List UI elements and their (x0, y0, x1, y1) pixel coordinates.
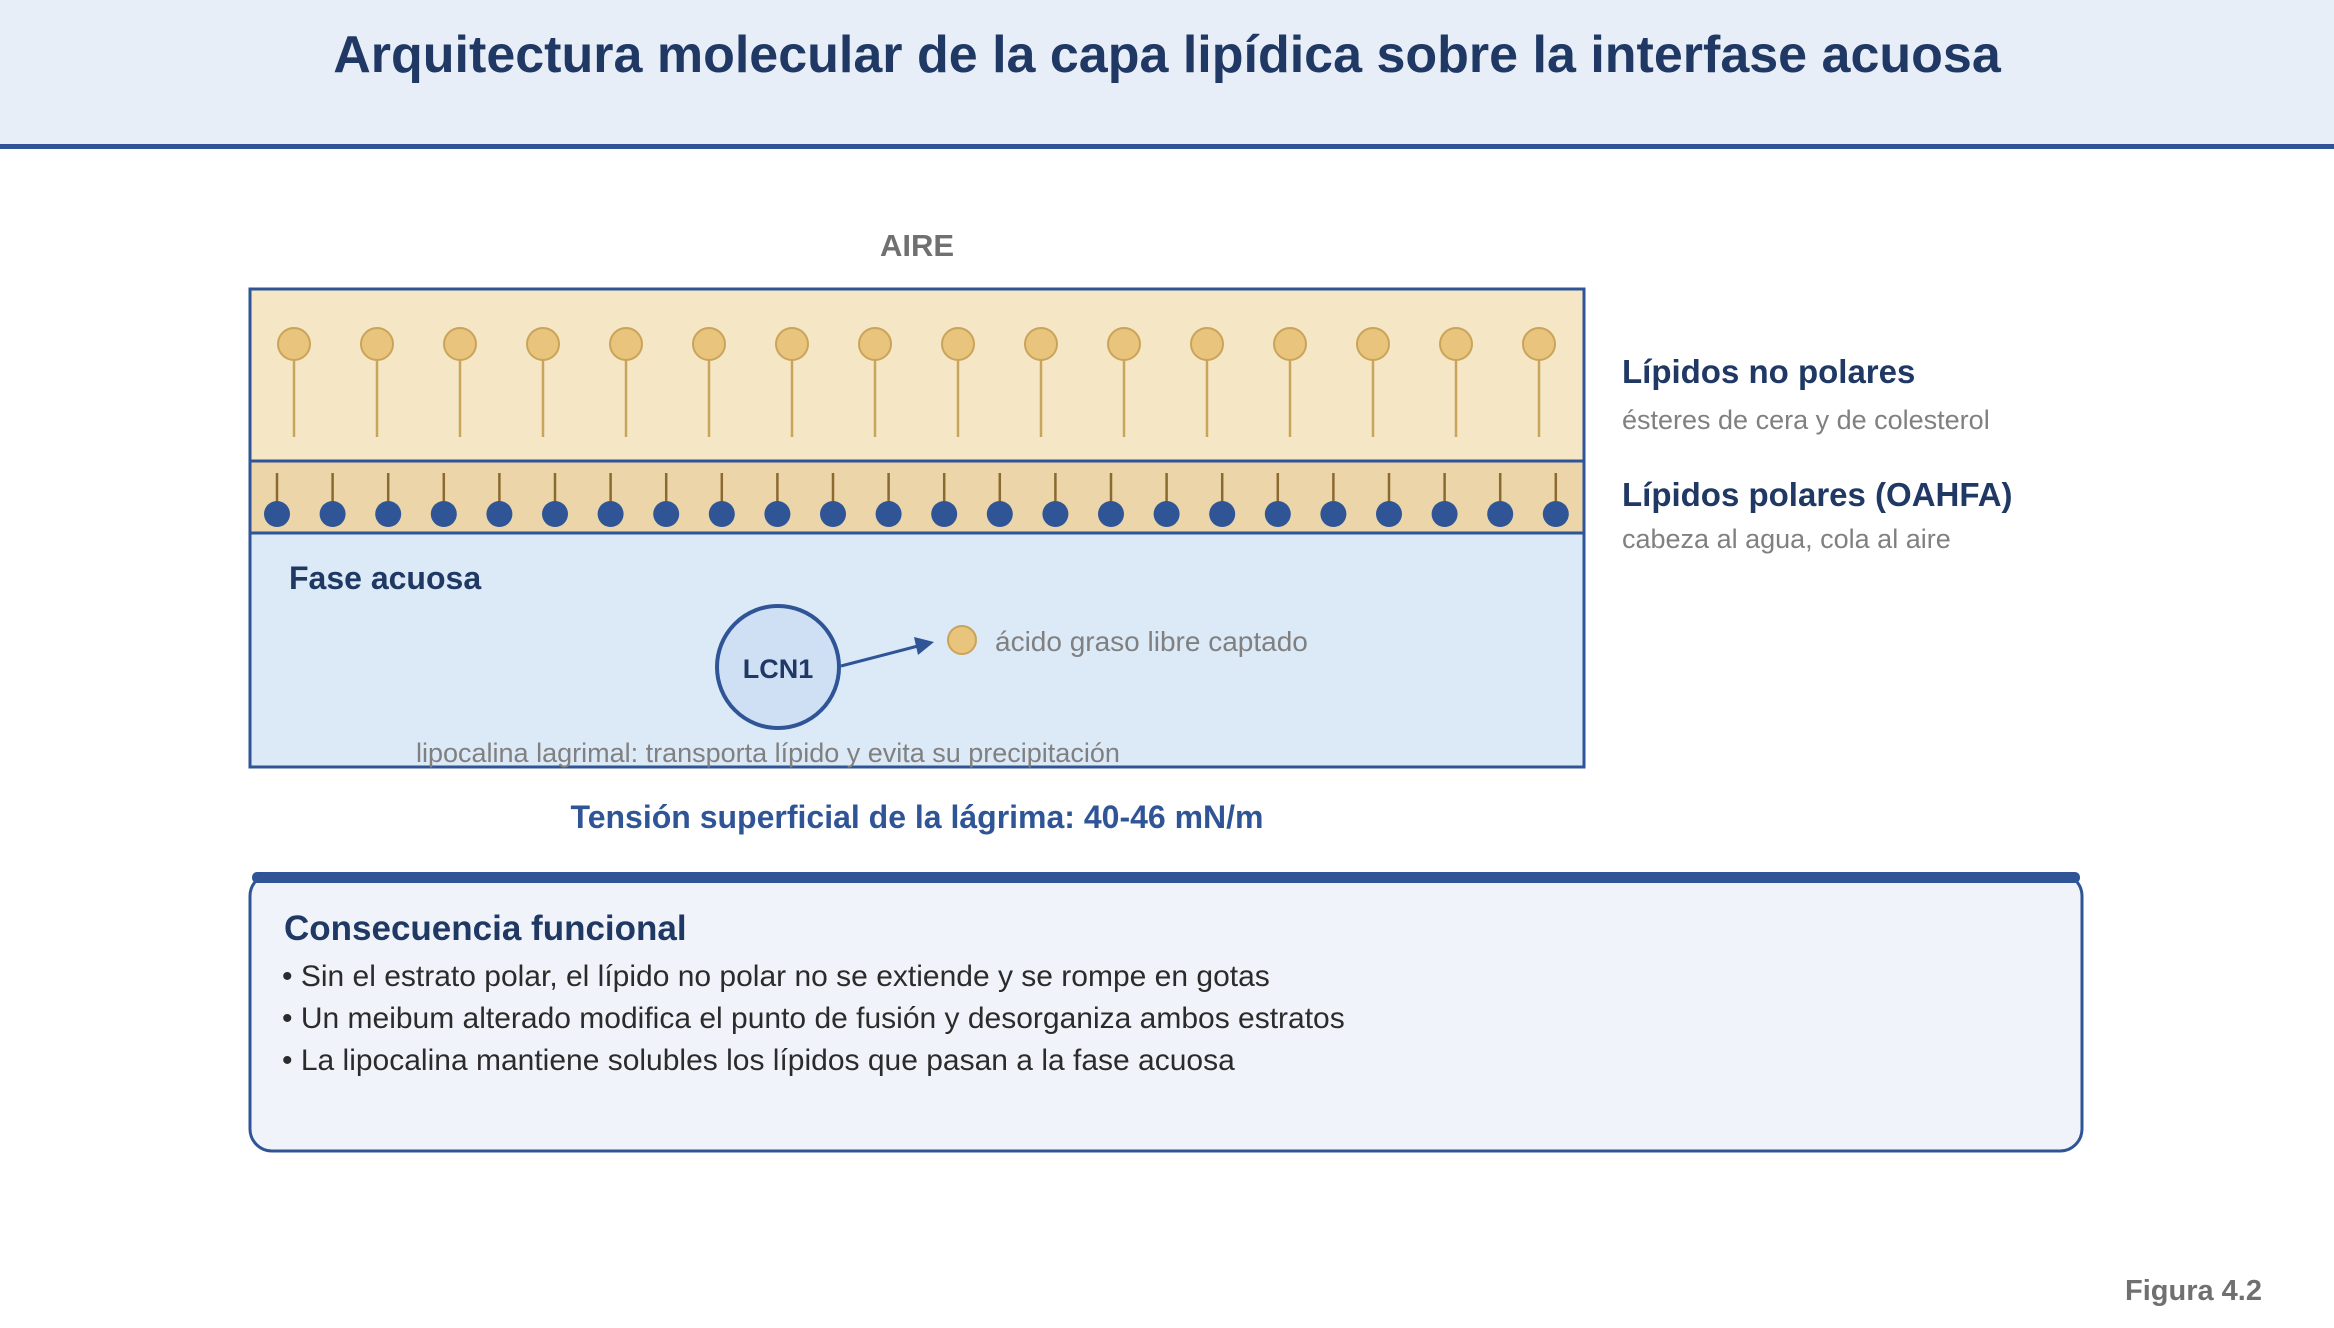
nonpolar-lipid-head (693, 328, 725, 360)
surface-tension-label: Tensión superficial de la lágrima: 40-46 mN/m (570, 799, 1264, 835)
polar-lipid-head (1432, 501, 1458, 527)
nonpolar-lipid-head (444, 328, 476, 360)
polar-lipid-head (820, 501, 846, 527)
polar-lipid-head (709, 501, 735, 527)
polar-lipid-head (931, 501, 957, 527)
lipocalin-caption: lipocalina lagrimal: transporta lípido y evita su precipitación (416, 738, 1120, 768)
polar-lipid-head (1042, 501, 1068, 527)
polar-lipid-head (1098, 501, 1124, 527)
polar-lipid-head (1209, 501, 1235, 527)
nonpolar-lipid-layer (250, 289, 1584, 461)
polar-lipid-head (431, 501, 457, 527)
polar-lipid-head (764, 501, 790, 527)
consequence-heading: Consecuencia funcional (284, 909, 687, 948)
polar-lipid-head (1487, 501, 1513, 527)
polar-lipid-head (598, 501, 624, 527)
nonpolar-lipid-head (859, 328, 891, 360)
polar-lipid-head (987, 501, 1013, 527)
nonpolar-lipid-head (1523, 328, 1555, 360)
polar-lipid-head (375, 501, 401, 527)
nonpolar-lipid-head (610, 328, 642, 360)
polar-lipid-head (876, 501, 902, 527)
polar-lipid-head (264, 501, 290, 527)
polar-lipid-head (1543, 501, 1569, 527)
free-fatty-acid (948, 626, 976, 654)
consequence-box-topbar (252, 872, 2080, 883)
polar-lipid-head (1376, 501, 1402, 527)
consequence-item: • La lipocalina mantiene solubles los lípidos que pasan a la fase acuosa (282, 1044, 1235, 1077)
figure-label: Figura 4.2 (2125, 1275, 2262, 1307)
nonpolar-lipid-head (1357, 328, 1389, 360)
polar-lipid-head (542, 501, 568, 527)
polar-lipid-head (320, 501, 346, 527)
polar-layer-sublabel: cabeza al agua, cola al aire (1622, 524, 1951, 554)
polar-lipid-head (1265, 501, 1291, 527)
polar-lipid-head (1154, 501, 1180, 527)
polar-layer-label: Lípidos polares (OAHFA) (1622, 476, 2013, 513)
nonpolar-lipid-head (278, 328, 310, 360)
nonpolar-lipid-head (527, 328, 559, 360)
nonpolar-lipid-head (1025, 328, 1057, 360)
polar-lipid-head (486, 501, 512, 527)
nonpolar-layer-label: Lípidos no polares (1622, 353, 1916, 390)
aqueous-phase-label: Fase acuosa (289, 560, 482, 596)
header-rule (0, 144, 2334, 149)
nonpolar-lipid-head (776, 328, 808, 360)
nonpolar-lipid-head (361, 328, 393, 360)
nonpolar-lipid-head (1191, 328, 1223, 360)
nonpolar-lipid-head (942, 328, 974, 360)
nonpolar-lipid-head (1440, 328, 1472, 360)
nonpolar-lipid-head (1274, 328, 1306, 360)
air-label: AIRE (879, 228, 955, 263)
lcn1-label: LCN1 (742, 654, 814, 684)
free-fatty-acid-label: ácido graso libre captado (995, 626, 1308, 657)
consequence-item: • Sin el estrato polar, el lípido no polar no se extiende y se rompe en gotas (282, 960, 1270, 993)
page-title: Arquitectura molecular de la capa lipídica sobre la interfase acuosa (333, 26, 2001, 84)
nonpolar-layer-sublabel: ésteres de cera y de colesterol (1622, 405, 1990, 435)
consequence-item: • Un meibum alterado modifica el punto de fusión y desorganiza ambos estratos (282, 1002, 1345, 1035)
polar-lipid-head (1320, 501, 1346, 527)
nonpolar-lipid-head (1108, 328, 1140, 360)
polar-lipid-head (653, 501, 679, 527)
